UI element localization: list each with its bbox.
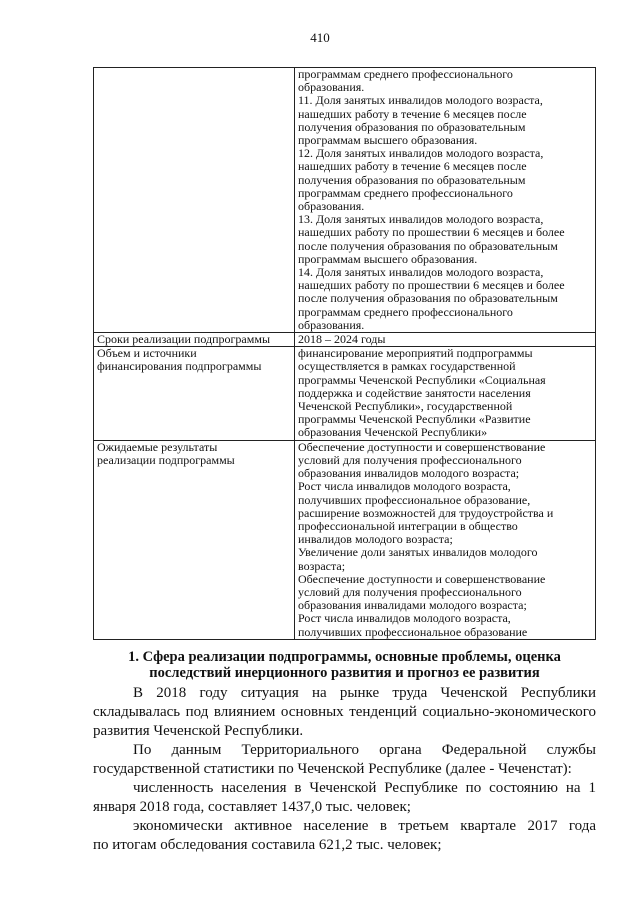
cell-text-line: получения образования по образовательным [298,172,526,187]
cell-text-line: после получения образования по образовательным [298,291,558,306]
cell-text-line: программам высшего образования. [298,133,478,148]
section-heading [93,649,596,681]
cell-text-line: Объем и источники [97,346,197,361]
cell-text-line: нашедших работу по прошествии 6 месяцев и более [298,278,565,293]
cell-text-line: получения образования по образовательным [298,119,526,134]
cell-text-line: после получения образования по образовательным [298,238,558,253]
cell-text-line: нашедших работу в течение 6 месяцев после [298,159,527,174]
paragraph-line: складывалась под влиянием основных тенденций социально-экономического [93,704,596,720]
cell-text-line: условий для получения профессионального [298,584,522,599]
cell-text-line: образования Чеченской Республики» [298,425,488,440]
cell-text-line: 2018 – 2024 годы [298,332,386,347]
cell-text-line: финансирования подпрограммы [97,359,262,374]
table-row [94,440,596,639]
heading-line: 1. Сфера реализации подпрограммы, основные проблемы, оценка [128,649,561,665]
cell-text-line: программам среднего профессионального [298,185,513,200]
cell-text-line: 12. Доля занятых инвалидов молодого возраста, [298,146,544,161]
cell-text-line: условий для получения профессионального [298,452,522,467]
row-label-cell [94,333,295,347]
cell-text-line: Сроки реализации подпрограммы [97,332,271,347]
cell-text-line: программы Чеченской Республики «Развитие [298,412,531,427]
cell-text-line: программам среднего профессионального [298,67,513,81]
paragraph-line: государственной статистики по Чеченской Республике (далее - Чеченстат): [93,761,572,777]
cell-text-line: образования. [298,199,365,214]
cell-text-line: 14. Доля занятых инвалидов молодого возраста, [298,265,544,280]
cell-text-line: поддержка и содействие занятости населения [298,385,531,400]
row-value-cell [295,68,596,333]
cell-text-line: Чеченской Республики», государственной [298,399,513,414]
cell-text-line: осуществляется в рамках государственной [298,359,516,374]
paragraph-line: января 2018 года, составляет 1437,0 тыс. человек; [93,799,411,815]
cell-text-line: инвалидов молодого возраста; [298,532,453,547]
paragraph-line: В 2018 году ситуация на рынке труда Чеченской Республики [133,685,596,701]
table-row [94,333,596,347]
cell-text-line: 13. Доля занятых инвалидов молодого возраста, [298,212,544,227]
cell-text-line: Рост числа инвалидов молодого возраста, [298,479,511,494]
heading-line: последствий инерционного развития и прогноз ее развития [149,665,540,681]
cell-text-line: нашедших работу в течение 6 месяцев после [298,106,527,121]
cell-text-line: возраста; [298,558,346,573]
cell-text-line: получивших профессиональное образование [298,624,528,639]
row-value-cell [295,347,596,440]
body-text [93,684,596,855]
cell-text-line: финансирование мероприятий подпрограммы [298,346,533,361]
cell-text-line: получивших профессиональное образование, [298,492,531,507]
cell-text-line: профессиональной интеграции в общество [298,518,518,533]
cell-text-line: расширение возможностей для трудоустройства и [298,505,554,520]
cell-text-line: реализации подпрограммы [97,452,235,467]
paragraph-line: численность населения в Чеченской Республике по состоянию на 1 [133,780,596,796]
cell-text-line: программам среднего профессионального [298,304,513,319]
cell-text-line: 11. Доля занятых инвалидов молодого возраста, [298,93,543,108]
cell-text-line: образования. [298,80,365,95]
cell-text-line: Рост числа инвалидов молодого возраста, [298,611,511,626]
row-label-cell [94,347,295,440]
cell-text-line: Ожидаемые результаты [97,439,218,454]
paragraph-line: экономически активное население в третьем квартале 2017 года [133,818,596,834]
paragraph-line: По данным Территориального органа Федеральной службы [133,742,596,758]
cell-text-line: образования инвалидами молодого возраста; [298,598,527,613]
paragraph-line: по итогам обследования составила 621,2 тыс. человек; [93,837,442,853]
cell-text-line: Обеспечение доступности и совершенствование [298,571,546,586]
cell-text-line: программы Чеченской Республики «Социальная [298,372,546,387]
passport-table [93,67,596,640]
cell-text-line: программам высшего образования. [298,251,478,266]
row-label-cell [94,440,295,639]
row-value-cell [295,440,596,639]
cell-text-line: Увеличение доли занятых инвалидов молодого [298,545,538,560]
cell-text-line: образования. [298,317,365,332]
cell-text-line: Обеспечение доступности и совершенствование [298,439,546,454]
table-row [94,347,596,440]
paragraph-line: развития Чеченской Республики. [93,723,304,739]
row-value-cell [295,333,596,347]
table-row [94,68,596,333]
cell-text-line: нашедших работу по прошествии 6 месяцев и более [298,225,565,240]
cell-text-line: образования инвалидов молодого возраста; [298,466,520,481]
page-number: 410 [310,30,330,45]
row-label-cell [94,68,295,333]
